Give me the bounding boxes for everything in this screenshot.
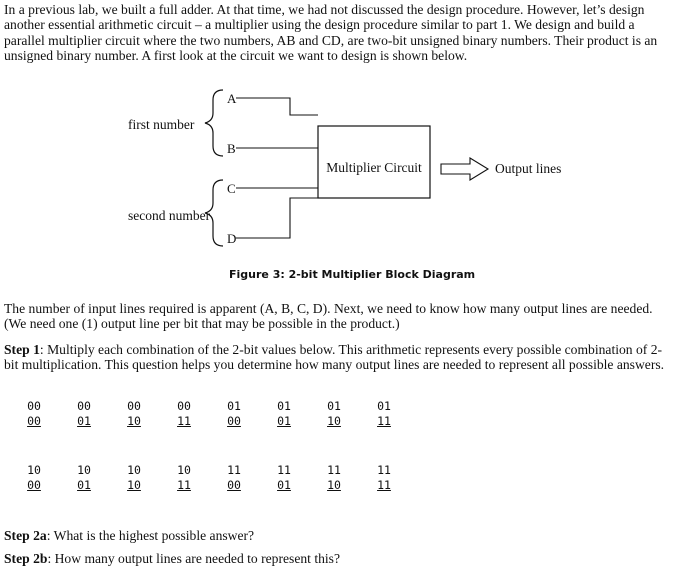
multiplier-block-diagram bbox=[0, 80, 679, 260]
combination-pair: 01 10 bbox=[327, 399, 341, 428]
combination-pair: 11 00 bbox=[227, 463, 241, 492]
combinations-row-2 bbox=[14, 463, 434, 497]
combination-pair: 00 10 bbox=[127, 399, 141, 428]
intro-paragraph: In a previous lab, we built a full adder. At that time, we had not discussed the design procedure. However, let’s design another essential arithmetic circuit – a multiplier using the design procedure similar to part 1. We design and build a parallel multiplier circuit where the two numbers, AB and CD, are two-bit unsigned binary numbers. Their product is an unsigned binary number. A first look at the circuit we want to design is shown below. bbox=[4, 2, 658, 64]
combination-pair: 10 10 bbox=[127, 463, 141, 492]
multiplier-circuit-label: Multiplier Circuit bbox=[326, 160, 422, 175]
step2a-text: : What is the highest possible answer? bbox=[46, 528, 255, 543]
combination-pair: 01 01 bbox=[277, 399, 291, 428]
step2b-question bbox=[4, 551, 340, 567]
combination-pair: 00 01 bbox=[77, 399, 91, 428]
combination-pair: 10 00 bbox=[27, 463, 41, 492]
first-number-brace bbox=[205, 90, 223, 156]
wire-a bbox=[236, 98, 318, 115]
output-lines-label: Output lines bbox=[495, 161, 562, 176]
combination-pair: 10 11 bbox=[177, 463, 191, 492]
step2b-label: Step 2b bbox=[4, 551, 48, 566]
step1-label: Step 1 bbox=[4, 342, 40, 357]
figure-caption: Figure 3: 2-bit Multiplier Block Diagram bbox=[229, 268, 476, 281]
combination-pair: 11 01 bbox=[277, 463, 291, 492]
output-lines-paragraph: The number of input lines required is apparent (A, B, C, D). Next, we need to know how many output lines are needed. (We need one (1) output line per bit that may be possible in the product.) bbox=[4, 301, 653, 332]
second-number-label: second number bbox=[128, 208, 211, 223]
wire-d bbox=[236, 198, 318, 238]
step2a-label: Step 2a bbox=[4, 528, 47, 543]
input-b-label: B bbox=[227, 141, 236, 156]
step2a-question bbox=[4, 528, 254, 544]
input-c-label: C bbox=[227, 181, 236, 196]
step2b-text: : How many output lines are needed to represent this? bbox=[47, 551, 340, 566]
output-arrow-icon bbox=[441, 158, 488, 180]
input-d-label: D bbox=[227, 231, 237, 246]
step1-paragraph bbox=[4, 342, 674, 373]
combination-pair: 11 10 bbox=[327, 463, 341, 492]
combination-pair: 10 01 bbox=[77, 463, 91, 492]
input-a-label: A bbox=[227, 91, 237, 106]
combination-pair: 00 11 bbox=[177, 399, 191, 428]
combination-pair: 11 11 bbox=[377, 463, 391, 492]
combination-pair: 01 00 bbox=[227, 399, 241, 428]
combination-pair: 01 11 bbox=[377, 399, 391, 428]
step1-text: : Multiply each combination of the 2-bit values below. This arithmetic represents every possible combination of 2-bit multiplication. This question helps you determine how many output lines are needed to represent all possible answers. bbox=[4, 342, 665, 373]
combination-pair: 00 00 bbox=[27, 399, 41, 428]
first-number-label: first number bbox=[128, 117, 195, 132]
combinations-row-1 bbox=[14, 399, 434, 433]
